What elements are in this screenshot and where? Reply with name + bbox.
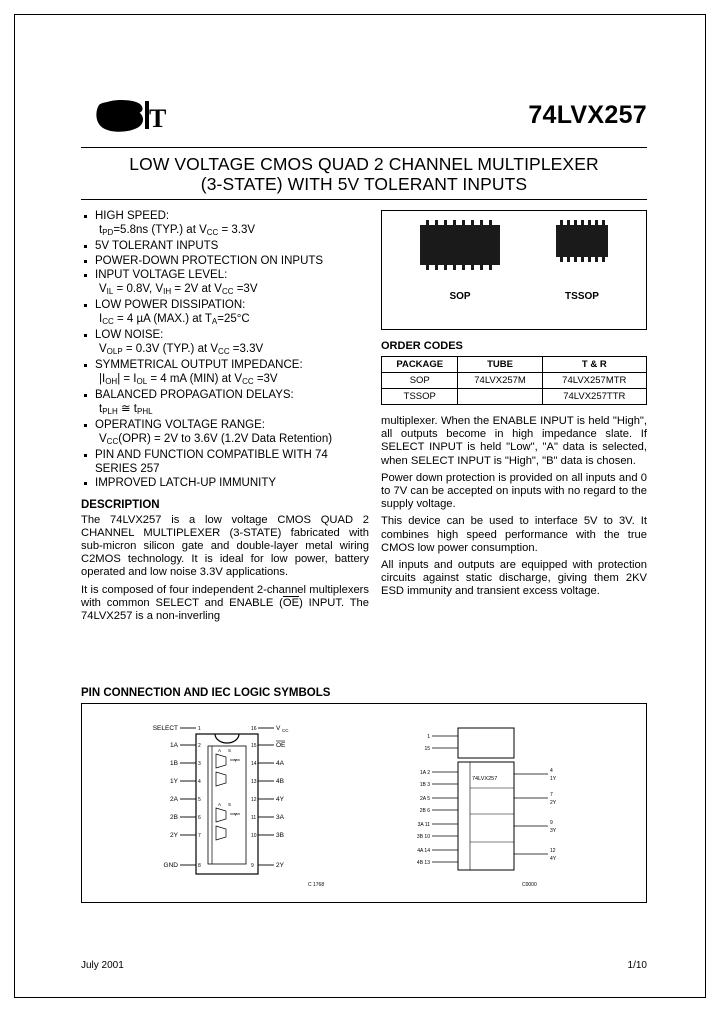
table-header-row bbox=[382, 357, 647, 373]
document-title bbox=[81, 154, 647, 194]
svg-text:A: A bbox=[218, 802, 222, 807]
svg-text:1Y: 1Y bbox=[170, 778, 178, 785]
svg-text:3A: 3A bbox=[276, 814, 284, 821]
list-item bbox=[81, 255, 369, 269]
order-codes-table bbox=[381, 356, 647, 405]
svg-text:1B 3: 1B 3 bbox=[419, 782, 430, 788]
title-line-2: (3-STATE) WITH 5V TOLERANT INPUTS bbox=[200, 174, 528, 194]
feature-main: INPUT VOLTAGE LEVEL: bbox=[95, 269, 228, 281]
col-tr: T & R bbox=[542, 357, 646, 373]
left-column bbox=[81, 210, 369, 627]
svg-text:2B: 2B bbox=[170, 814, 178, 821]
svg-text:2B 6: 2B 6 bbox=[419, 808, 430, 814]
pin-connection-heading: PIN CONNECTION AND IEC LOGIC SYMBOLS bbox=[81, 687, 331, 699]
list-item bbox=[81, 419, 369, 448]
svg-text:3B: 3B bbox=[276, 832, 284, 839]
svg-text:Y: Y bbox=[234, 812, 238, 817]
page-border bbox=[14, 14, 706, 998]
feature-main: POWER-DOWN PROTECTION ON INPUTS bbox=[95, 254, 324, 267]
feature-main: LOW NOISE: bbox=[95, 329, 164, 341]
svg-text:GND: GND bbox=[163, 862, 178, 869]
st-logo-icon bbox=[93, 97, 189, 135]
svg-text:2: 2 bbox=[198, 743, 201, 749]
page-footer bbox=[81, 960, 647, 971]
feature-main: HIGH SPEED: bbox=[95, 210, 170, 222]
page-content bbox=[81, 91, 647, 888]
feature-sub: $t_{PD}=5.8ns$ (TYP.) at $V_{CC} = 3.3V$ bbox=[99, 223, 256, 237]
list-item bbox=[81, 329, 369, 358]
list-item bbox=[81, 477, 369, 491]
feature-main: BALANCED PROPAGATION DELAYS: bbox=[95, 389, 294, 401]
svg-text:1B: 1B bbox=[170, 760, 178, 767]
svg-text:2A 5: 2A 5 bbox=[419, 796, 430, 802]
tssop-chip-icon bbox=[556, 225, 608, 257]
sop-label: SOP bbox=[449, 291, 471, 302]
svg-text:15: 15 bbox=[251, 743, 257, 749]
col-tube: TUBE bbox=[458, 357, 542, 373]
pin-connection-section bbox=[81, 687, 647, 903]
iec-logic-symbol-diagram bbox=[372, 710, 622, 898]
svg-text:3Y: 3Y bbox=[550, 828, 557, 834]
svg-text:4A 14: 4A 14 bbox=[417, 848, 430, 854]
part-number: 74LVX257 bbox=[528, 101, 647, 129]
tssop-package bbox=[534, 225, 630, 302]
svg-text:8: 8 bbox=[198, 863, 201, 869]
svg-text:9: 9 bbox=[251, 863, 254, 869]
description-p6: All inputs and outputs are equipped with protection circuits against static discharge, giving them 2KV ESD immunity and transient excess voltage. bbox=[381, 559, 647, 598]
description-body-right bbox=[381, 415, 647, 599]
svg-text:4Y: 4Y bbox=[550, 856, 557, 862]
footer-page-number: 1/10 bbox=[627, 960, 647, 971]
dip-caption: C 1768 bbox=[308, 882, 325, 888]
svg-text:16: 16 bbox=[251, 726, 257, 732]
cell-tube: 74LVX257M bbox=[458, 373, 542, 389]
svg-text:OE: OE bbox=[276, 742, 286, 749]
svg-text:1A: 1A bbox=[170, 742, 178, 749]
dip-pinout-diagram bbox=[112, 710, 352, 898]
description-heading: DESCRIPTION bbox=[81, 498, 160, 511]
svg-text:A: A bbox=[218, 748, 222, 753]
svg-text:4B: 4B bbox=[276, 778, 284, 785]
title-divider bbox=[81, 199, 647, 200]
list-item bbox=[81, 449, 369, 476]
feature-main: 5V TOLERANT INPUTS bbox=[95, 240, 219, 252]
sop-chip-icon bbox=[420, 225, 500, 265]
svg-text:6: 6 bbox=[198, 815, 201, 821]
svg-text:3: 3 bbox=[198, 761, 201, 767]
features-list bbox=[81, 210, 369, 491]
svg-text:11: 11 bbox=[251, 815, 257, 821]
svg-text:4A: 4A bbox=[276, 760, 284, 767]
svg-text:S: S bbox=[228, 802, 232, 807]
list-item bbox=[81, 210, 369, 239]
feature-sub: $V_{CC}(OPR) = 2V$ to 3.6V (1.2V Data Retention) bbox=[99, 432, 333, 446]
svg-text:2Y: 2Y bbox=[170, 832, 178, 839]
footer-date: July 2001 bbox=[81, 960, 124, 971]
svg-text:10: 10 bbox=[251, 833, 257, 839]
order-codes-heading: ORDER CODES bbox=[381, 340, 463, 352]
cell-tr: 74LVX257MTR bbox=[542, 373, 646, 389]
cell-package: TSSOP bbox=[382, 389, 458, 405]
cell-tube bbox=[458, 389, 542, 405]
list-item bbox=[81, 299, 369, 328]
svg-text:T: T bbox=[149, 104, 167, 133]
iec-block-label: 74LVX257 bbox=[472, 776, 498, 782]
col-package: PACKAGE bbox=[382, 357, 458, 373]
description-p2: It is composed of four independent 2-channel multiplexers with common SELECT and ENABLE $(\overline{OE})$ INPUT. The 74LVX257 is a non-inverling bbox=[81, 583, 369, 622]
svg-text:4: 4 bbox=[198, 779, 201, 785]
description-p1: The 74LVX257 is a low voltage CMOS QUAD 2 CHANNEL MULTIPLEXER (3-STATE) fabricated with sub-micron silicon gate and double-layer metal wiring C2MOS technology. It is ideal for low power, battery operated and low noise 3.3V applications. bbox=[81, 513, 369, 579]
document-header bbox=[81, 91, 647, 145]
svg-text:CC: CC bbox=[282, 728, 289, 733]
list-item bbox=[81, 359, 369, 388]
feature-sub: $I_{CC} = 4$ µA (MAX.) at $T_A=25^\circ C$ bbox=[99, 312, 250, 326]
description-p4: Power down protection is provided on all inputs and 0 to 7V can be accepted on inputs with no regard to the supply voltage. bbox=[381, 471, 647, 511]
description-p5: This device can be used to interface 5V to 3V. It combines high speed performance with the true CMOS low power consumption. bbox=[381, 515, 647, 554]
svg-text:4Y: 4Y bbox=[276, 796, 284, 803]
feature-main: IMPROVED LATCH-UP IMMUNITY bbox=[95, 477, 277, 489]
feature-main: LOW POWER DISSIPATION: bbox=[95, 299, 246, 311]
feature-main: OPERATING VOLTAGE RANGE: bbox=[95, 419, 265, 431]
title-line-1: LOW VOLTAGE CMOS QUAD 2 CHANNEL MULTIPLEXER bbox=[129, 154, 599, 174]
right-column bbox=[381, 210, 647, 603]
svg-text:7: 7 bbox=[198, 833, 201, 839]
list-item bbox=[81, 269, 369, 298]
cell-package: SOP bbox=[382, 373, 458, 389]
svg-text:Y: Y bbox=[234, 758, 238, 763]
svg-text:1Y: 1Y bbox=[550, 776, 557, 782]
svg-text:SELECT: SELECT bbox=[152, 725, 178, 732]
feature-main: SYMMETRICAL OUTPUT IMPEDANCE: bbox=[95, 359, 303, 371]
svg-text:1: 1 bbox=[198, 726, 201, 732]
svg-text:7: 7 bbox=[550, 792, 553, 798]
svg-text:4B 13: 4B 13 bbox=[416, 860, 430, 866]
svg-text:4: 4 bbox=[550, 768, 553, 774]
feature-sub: $|I_{OH}| = I_{OL} = 4$ mA (MIN) at $V_{CC} =3V$ bbox=[99, 372, 278, 386]
header-divider bbox=[81, 147, 647, 148]
svg-text:V: V bbox=[276, 725, 281, 732]
tssop-label: TSSOP bbox=[565, 291, 599, 302]
svg-text:13: 13 bbox=[251, 779, 257, 785]
pin-diagram-box bbox=[81, 703, 647, 903]
svg-text:3B 10: 3B 10 bbox=[416, 834, 430, 840]
svg-text:14: 14 bbox=[251, 761, 257, 767]
svg-text:S: S bbox=[228, 748, 232, 753]
description-body-left bbox=[81, 514, 369, 624]
svg-text:1A 2: 1A 2 bbox=[419, 770, 430, 776]
feature-main: PIN AND FUNCTION COMPATIBLE WITH 74 SERIES 257 bbox=[95, 449, 328, 475]
svg-text:5: 5 bbox=[198, 797, 201, 803]
svg-text:1: 1 bbox=[427, 734, 430, 740]
svg-text:3A 11: 3A 11 bbox=[417, 822, 430, 828]
feature-sub: $V_{OLP} = 0.3V$ (TYP.) at $V_{CC} =3.3V$ bbox=[99, 342, 264, 356]
list-item bbox=[81, 389, 369, 418]
sop-package bbox=[400, 225, 520, 302]
svg-text:12: 12 bbox=[550, 848, 556, 854]
table-row bbox=[382, 373, 647, 389]
iec-caption: C0000 bbox=[522, 882, 537, 888]
list-item bbox=[81, 240, 369, 254]
svg-text:2A: 2A bbox=[170, 796, 178, 803]
table-row bbox=[382, 389, 647, 405]
svg-text:9: 9 bbox=[550, 820, 553, 826]
description-p3: multiplexer. When the ENABLE INPUT is held "High", all outputs become in high impedance slate. If SELECT INPUT is held "Low", "A" data is selected, when SELECT INPUT is "High", "B" data is chosen. bbox=[381, 415, 647, 467]
svg-text:2Y: 2Y bbox=[276, 862, 284, 869]
feature-sub: $t_{PLH}$ ≅ $t_{PHL}$ bbox=[99, 402, 153, 416]
package-illustrations bbox=[381, 210, 647, 330]
svg-text:15: 15 bbox=[424, 746, 430, 752]
feature-sub: $V_{IL} = 0.8V$, $V_{IH} = 2V$ at $V_{CC} =3V$ bbox=[99, 282, 258, 296]
cell-tr: 74LVX257TTR bbox=[542, 389, 646, 405]
svg-text:12: 12 bbox=[251, 797, 257, 803]
svg-text:2Y: 2Y bbox=[550, 800, 557, 806]
